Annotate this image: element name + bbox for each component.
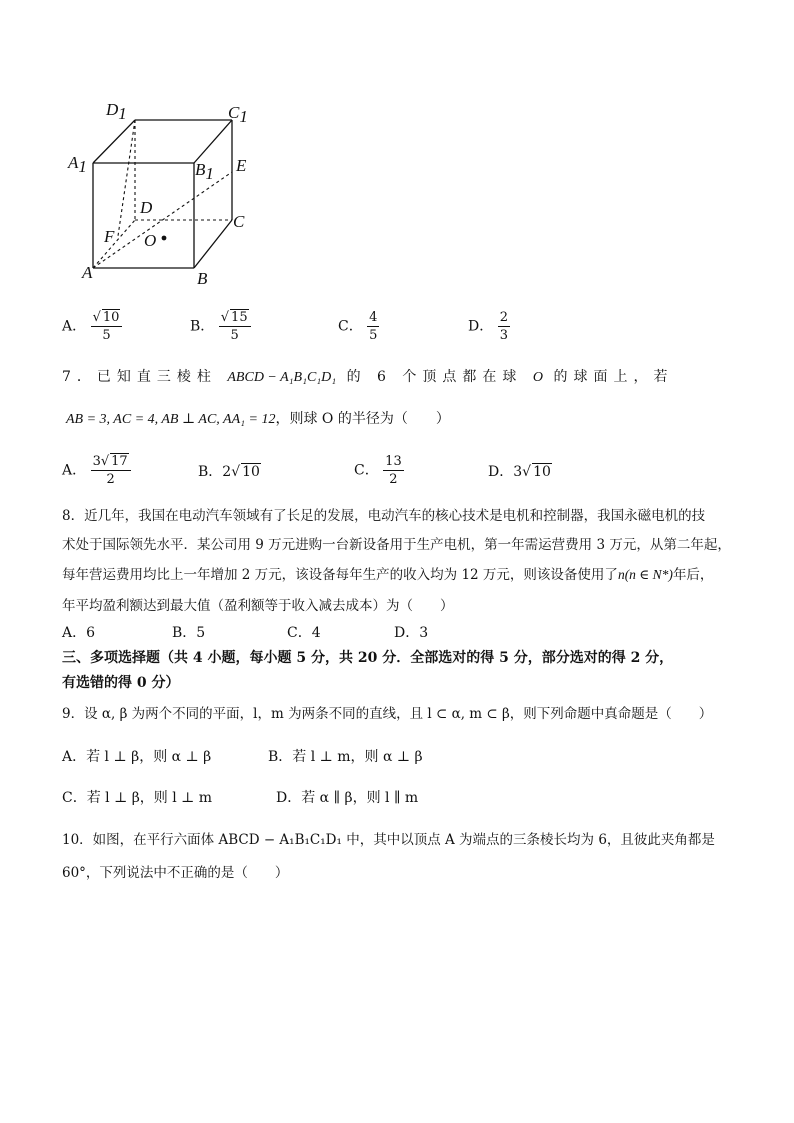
label-d: D (140, 198, 153, 217)
q6-option-a-letter: A． (62, 318, 87, 335)
segment-ae (93, 172, 232, 268)
q8-option-b[interactable]: B．5 (172, 625, 206, 641)
q8-stem-line4: 年平均盈利额达到最大值（盈利额等于收入减去成本）为（ ） (62, 598, 454, 614)
q9-stem: 9．设 α, β 为两个不同的平面，l，m 为两条不同的直线，且 l ⊂ α, m ⊂ β，则下列命题中真命题是（ ） (62, 706, 713, 722)
q8-option-c[interactable]: C．4 (287, 625, 321, 641)
q7-option-a[interactable]: A． $\frac{3√ 17}{2}$ (62, 455, 131, 486)
q7-option-d[interactable]: D．3√ 10 (488, 464, 551, 480)
label-a: A (82, 263, 93, 282)
segment-d1f (118, 120, 135, 236)
q8-option-a[interactable]: A．6 (62, 625, 96, 641)
edge-b1c1 (194, 120, 232, 163)
q10-stem-line1: 10．如图，在平行六面体 ABCD − A₁B₁C₁D₁ 中，其中以顶点 A 为端点的三条棱长均为 6，且彼此夹角都是 (62, 832, 715, 848)
q8-option-d[interactable]: D．3 (394, 625, 429, 641)
q7-option-a-value: $\frac{3√ 17}{2}$ (91, 455, 131, 486)
q10-stem-line2: 60°，下列说法中不正确的是（ ） (62, 865, 289, 881)
q7-option-c-value: $\frac{13}{2}$ (385, 454, 402, 487)
section3-heading-line1: 三、多项选择题（共 4 小题，每小题 5 分，共 20 分．全部选对的得 5 分，部分选对的得 2 分， (62, 650, 674, 666)
q9-option-d[interactable]: D．若 α ∥ β，则 l ∥ m (276, 790, 419, 806)
edge-a1d1 (93, 120, 135, 163)
q6-option-d-letter: D． (468, 318, 494, 335)
q7-stem-line1: 7．已知直三棱柱 ABCD − A₁B₁C₁D₁ 的 6 个顶点都在球 O 的球面上，若 (62, 369, 674, 385)
q7-stem-line2: AB = 3, AC = 4, AB ⊥ AC, AA₁ = 12，则球 O 的半径为（ ） (66, 411, 450, 427)
label-e: E (236, 156, 247, 175)
label-f: F (104, 227, 115, 246)
q9-option-b[interactable]: B．若 l ⊥ m，则 α ⊥ β (268, 749, 423, 765)
cube-figure (60, 90, 270, 290)
label-d1: D1 (106, 100, 127, 123)
q6-option-d[interactable] (468, 311, 510, 342)
q6-option-a[interactable] (62, 311, 122, 342)
label-c: C (233, 212, 245, 231)
q9-option-c[interactable]: C．若 l ⊥ β，则 l ⊥ m (62, 790, 213, 806)
q6-option-b[interactable] (190, 311, 251, 342)
q6-option-c[interactable] (338, 311, 379, 342)
point-o (162, 236, 167, 241)
q7-option-b[interactable]: B．2√ 10 (198, 464, 260, 480)
label-b1: B1 (195, 160, 214, 183)
section3-heading-line2: 有选错的得 0 分） (62, 675, 180, 691)
q6-option-b-letter: B． (190, 318, 215, 335)
q6-option-b-value: $\frac{√ 15}{5}$ (219, 311, 251, 342)
label-c1: C1 (228, 103, 248, 126)
q8-stem-line1: 8．近几年，我国在电动汽车领域有了长足的发展，电动汽车的核心技术是电机和控制器，我国永磁电机的技 (62, 508, 706, 524)
q7-option-c[interactable]: C． $\frac{13}{2}$ (354, 454, 402, 487)
edge-bc (194, 220, 232, 268)
q6-option-c-value: $\frac{4}{5}$ (369, 310, 378, 343)
q9-option-a[interactable]: A．若 l ⊥ β，则 α ⊥ β (62, 749, 212, 765)
q8-stem-line3: 每年营运费用均比上一年增加 2 万元，该设备每年生产的收入均为 12 万元，则该设备使用了n(n ∈ N*)年后， (62, 567, 714, 583)
label-a1: A1 (68, 153, 87, 176)
label-o: O (144, 231, 157, 250)
q6-option-c-letter: C． (338, 318, 363, 335)
label-b: B (197, 269, 208, 288)
q8-stem-line2: 术处于国际领先水平．某公司用 9 万元进购一台新设备用于生产电机，第一年需运营费用 3 万元，从第二年起， (62, 537, 731, 553)
q6-option-a-value: $\frac{√ 10}{5}$ (91, 311, 123, 342)
q6-option-d-value: $\frac{2}{3}$ (499, 310, 508, 343)
